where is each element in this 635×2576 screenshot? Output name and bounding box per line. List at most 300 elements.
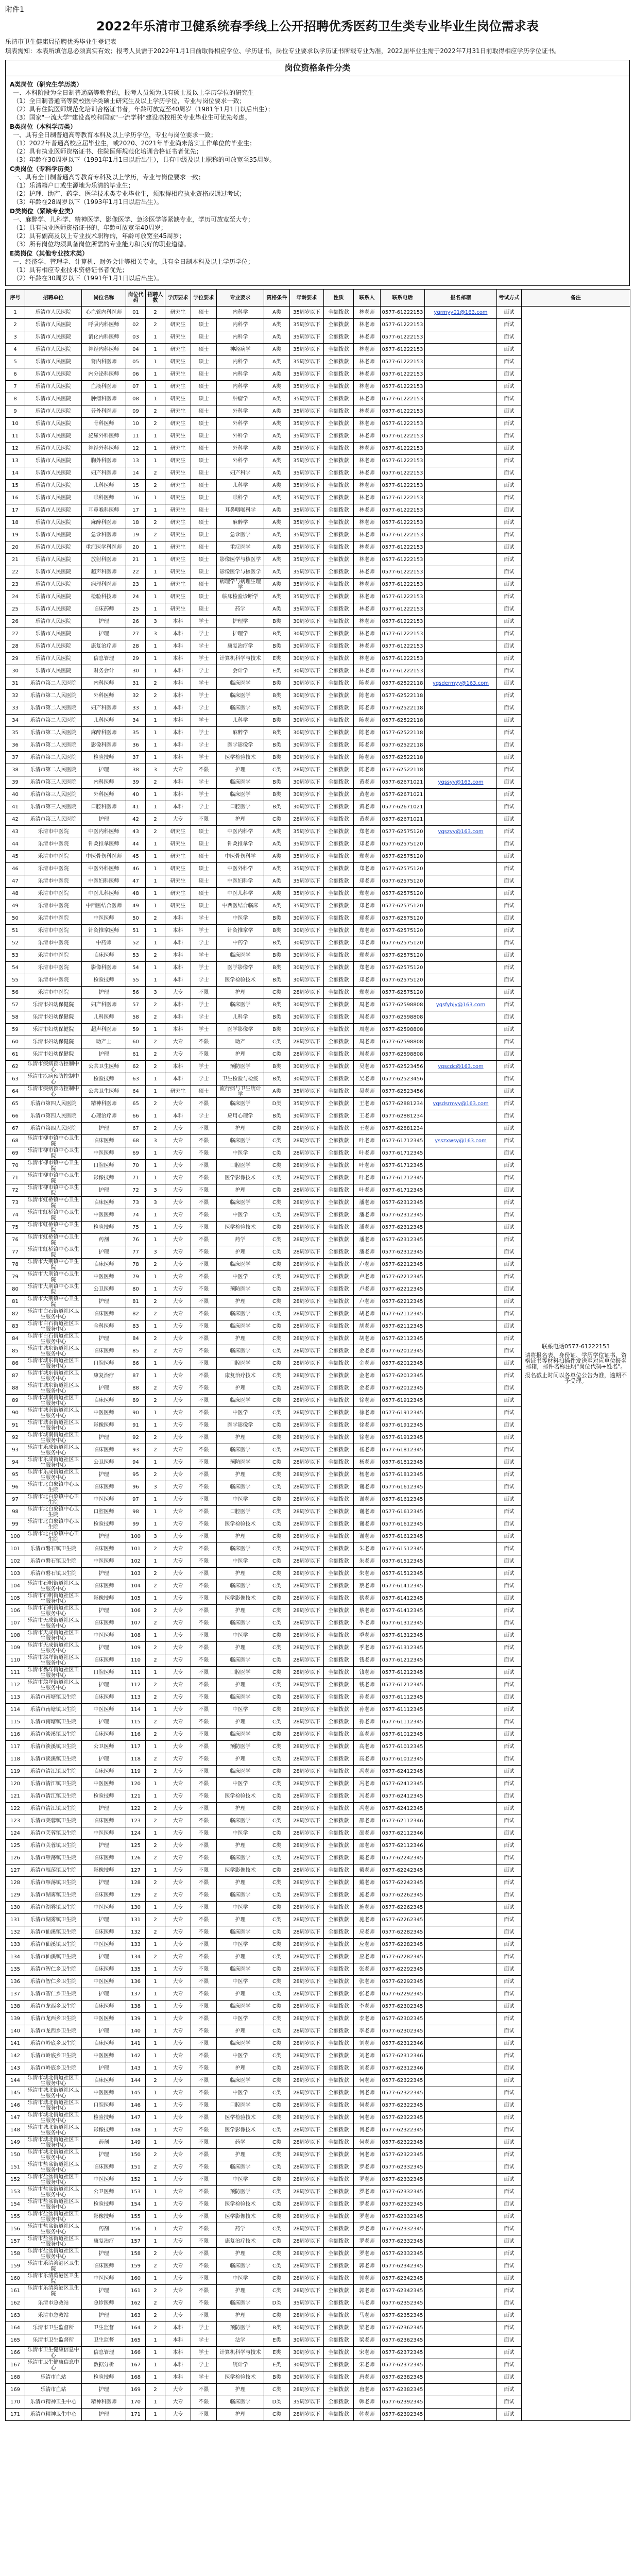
table-cell: 28周岁以下 xyxy=(290,1036,324,1048)
table-cell: 1 xyxy=(146,2223,165,2235)
table-cell: 0577-62362345 xyxy=(381,2334,425,2347)
table-cell: 乐清市人民医院 xyxy=(25,554,82,566)
table-cell: 35周岁以下 xyxy=(290,566,324,579)
table-cell: 全额拨款 xyxy=(324,1679,354,1691)
table-cell: 面试 xyxy=(497,2347,522,2359)
table-cell: 0577-61612345 xyxy=(381,1494,425,1506)
table-cell: 张老师 xyxy=(354,1963,381,1976)
table-cell xyxy=(425,1951,497,1963)
table-cell: 全额拨款 xyxy=(324,752,354,764)
table-cell: 2 xyxy=(146,418,165,430)
category-condition: （2）具有执业医师资格证书、住院医师规范化培训合格证书者优先； xyxy=(13,148,202,155)
table-cell xyxy=(425,2025,497,2038)
table-cell: 学士 xyxy=(191,628,217,640)
table-cell: 9 xyxy=(6,405,25,418)
table-cell: 医学影像技术 xyxy=(217,2211,264,2223)
table-cell: 全额拨款 xyxy=(324,517,354,529)
table-cell: 不限 xyxy=(191,2223,217,2235)
table-cell: 计算机科学与技术 xyxy=(217,2347,264,2359)
table-cell: 检验科技师 xyxy=(82,591,126,603)
table-cell: 75 xyxy=(6,1222,25,1234)
table-cell: 面试 xyxy=(497,1815,522,1827)
table-cell: 112 xyxy=(126,1679,146,1691)
table-cell: 徐老师 xyxy=(354,1407,381,1419)
table-cell: 0577-61222153 xyxy=(381,455,425,467)
table-cell xyxy=(425,393,497,405)
table-cell: 0577-62282345 xyxy=(381,1939,425,1951)
table-cell xyxy=(425,789,497,801)
table-cell: 28周岁以下 xyxy=(290,1753,324,1766)
table-cell: 临床医师 xyxy=(82,1444,126,1456)
table-cell: 邵老师 xyxy=(354,1815,381,1827)
table-cell: 0577-62598808 xyxy=(381,1048,425,1061)
table-cell: 陈老师 xyxy=(354,715,381,727)
table-cell: 中医学 xyxy=(217,1976,264,1988)
table-cell: 0577-62392345 xyxy=(381,2409,425,2421)
email-link[interactable]: yqssyy@163.com xyxy=(425,776,497,789)
table-cell: 0577-61222153 xyxy=(381,480,425,492)
table-cell: 0577-62598808 xyxy=(381,1011,425,1024)
table-cell: 全额拨款 xyxy=(324,307,354,319)
table-cell: 本科 xyxy=(165,2347,191,2359)
table-cell: B类 xyxy=(264,752,290,764)
table-cell: 04 xyxy=(126,344,146,356)
table-cell: 全额拨款 xyxy=(324,381,354,393)
table-cell: 乐清市淡溪镇卫生院 xyxy=(25,1753,82,1766)
table-cell: 不限 xyxy=(191,2001,217,2013)
table-cell: 乐清市天成街道社区卫生服务中心 xyxy=(25,1642,82,1654)
table-cell: 大专 xyxy=(165,1246,191,1259)
table-cell: 1 xyxy=(146,1160,165,1172)
table-cell: 临床医师 xyxy=(82,1580,126,1592)
table-cell: 本科 xyxy=(165,974,191,987)
table-cell: 不限 xyxy=(191,2038,217,2050)
table-cell: 外科医师 xyxy=(82,690,126,702)
table-cell: 面试 xyxy=(497,591,522,603)
table-cell: 109 xyxy=(6,1642,25,1654)
table-cell xyxy=(425,1209,497,1222)
table-cell: 研究生 xyxy=(165,430,191,443)
table-cell: A类 xyxy=(264,875,290,888)
table-cell: 全额拨款 xyxy=(324,838,354,851)
table-cell: 不限 xyxy=(191,1135,217,1147)
table-cell: 郑老师 xyxy=(354,875,381,888)
table-cell: 165 xyxy=(6,2334,25,2347)
table-cell: 1 xyxy=(146,1370,165,1382)
table-cell: B类 xyxy=(264,1073,290,1086)
table-cell: 何老师 xyxy=(354,2112,381,2124)
table-cell: 中医学 xyxy=(217,1209,264,1222)
table-cell: 137 xyxy=(6,1988,25,2001)
table-cell: 大专 xyxy=(165,2174,191,2186)
table-cell: 0577-61212345 xyxy=(381,1679,425,1691)
table-cell: E类 xyxy=(264,2334,290,2347)
table-cell: 1 xyxy=(146,838,165,851)
table-cell: 大专 xyxy=(165,1395,191,1407)
table-cell: 14 xyxy=(126,467,146,480)
table-cell: 0577-62522118 xyxy=(381,727,425,739)
table-cell xyxy=(425,1518,497,1531)
table-cell: 康复治疗技术 xyxy=(217,1370,264,1382)
table-cell xyxy=(425,591,497,603)
table-cell: 面试 xyxy=(497,1827,522,1840)
table-cell: B类 xyxy=(264,715,290,727)
table-cell: 114 xyxy=(6,1704,25,1716)
table-cell: 不限 xyxy=(191,1271,217,1283)
table-cell: 面试 xyxy=(497,1951,522,1963)
table-cell: A类 xyxy=(264,541,290,554)
table-cell: 0577-62575120 xyxy=(381,925,425,937)
table-cell: 影像技师 xyxy=(82,2211,126,2223)
table-cell: 全额拨款 xyxy=(324,1790,354,1803)
table-cell: 乐清市盐盆街道社区卫生服务中心 xyxy=(25,2198,82,2211)
table-cell: 朱老师 xyxy=(354,1555,381,1568)
table-cell: 乐清市第二人民医院 xyxy=(25,752,82,764)
table-cell: 全额拨款 xyxy=(324,2359,354,2371)
table-cell: C类 xyxy=(264,2149,290,2161)
table-cell: 面试 xyxy=(497,764,522,776)
table-cell: 面试 xyxy=(497,467,522,480)
table-cell xyxy=(425,2371,497,2384)
table-cell: 2 xyxy=(146,814,165,826)
table-cell: 1 xyxy=(146,1407,165,1419)
table-cell: 28 xyxy=(6,640,25,653)
table-cell xyxy=(425,1827,497,1840)
table-cell: 大专 xyxy=(165,1407,191,1419)
table-cell: 研究生 xyxy=(165,554,191,566)
table-cell: 乐清市急救站 xyxy=(25,2310,82,2322)
table-cell: 28周岁以下 xyxy=(290,1741,324,1753)
table-cell: 大专 xyxy=(165,1432,191,1444)
table-cell: 面试 xyxy=(497,2235,522,2248)
table-cell: 乐清市人民医院 xyxy=(25,591,82,603)
table-cell: 乐清市中医院 xyxy=(25,900,82,912)
table-cell: 面试 xyxy=(497,1741,522,1753)
table-cell: 90 xyxy=(126,1407,146,1419)
table-cell: 本科 xyxy=(165,739,191,752)
table-cell: 乐清市淡溪镇卫生院 xyxy=(25,1741,82,1753)
table-cell: 不限 xyxy=(191,1543,217,1555)
table-cell: C类 xyxy=(264,1048,290,1061)
table-cell: C类 xyxy=(264,1469,290,1481)
table-cell: 1 xyxy=(146,603,165,616)
table-cell: 1 xyxy=(146,2025,165,2038)
table-cell: 全额拨款 xyxy=(324,1370,354,1382)
table-cell: 1 xyxy=(146,393,165,405)
table-cell: 32 xyxy=(126,690,146,702)
table-cell: 临床医师 xyxy=(82,1197,126,1209)
table-cell: 乐清市天成街道社区卫生服务中心 xyxy=(25,1630,82,1642)
table-cell: 临床医学 xyxy=(217,1395,264,1407)
table-cell: 陈老师 xyxy=(354,739,381,752)
table-cell: 乐清市北白象镇中心卫生院 xyxy=(25,1531,82,1543)
table-cell: 硕士 xyxy=(191,381,217,393)
table-cell: 2 xyxy=(146,1543,165,1555)
table-cell: 全额拨款 xyxy=(324,1036,354,1048)
table-cell: 131 xyxy=(6,1914,25,1926)
table-cell: 不限 xyxy=(191,1222,217,1234)
table-cell: 110 xyxy=(6,1654,25,1667)
table-cell: 护理 xyxy=(82,1296,126,1308)
table-cell: B类 xyxy=(264,925,290,937)
table-cell: 面试 xyxy=(497,1728,522,1741)
table-cell: 谢老师 xyxy=(354,1506,381,1518)
table-cell: 不限 xyxy=(191,2099,217,2112)
table-cell xyxy=(425,541,497,554)
table-cell: 全额拨款 xyxy=(324,851,354,863)
table-cell: 全额拨款 xyxy=(324,715,354,727)
table-cell: 28周岁以下 xyxy=(290,1308,324,1320)
table-cell: 148 xyxy=(126,2124,146,2137)
table-cell: A类 xyxy=(264,307,290,319)
table-cell: 0577-61312345 xyxy=(381,1617,425,1630)
table-cell: 1 xyxy=(146,579,165,591)
table-cell: C类 xyxy=(264,1444,290,1456)
table-cell: 47 xyxy=(6,875,25,888)
table-cell: 1 xyxy=(146,1456,165,1469)
table-cell: 郑老师 xyxy=(354,962,381,974)
table-cell: 35周岁以下 xyxy=(290,319,324,331)
table-cell xyxy=(425,1234,497,1246)
table-cell: 不限 xyxy=(191,1741,217,1753)
table-cell: 31 xyxy=(126,677,146,690)
table-cell: 不限 xyxy=(191,1617,217,1630)
table-cell: 2 xyxy=(146,1766,165,1778)
table-cell: 49 xyxy=(6,900,25,912)
table-cell: 研究生 xyxy=(165,517,191,529)
table-cell: 30周岁以下 xyxy=(290,937,324,950)
table-cell: 28周岁以下 xyxy=(290,1865,324,1877)
table-cell: 临床医学 xyxy=(217,950,264,962)
email-link[interactable]: yqsdsrmyy@163.com xyxy=(425,1098,497,1110)
table-cell xyxy=(425,480,497,492)
table-cell: 临床医学 xyxy=(217,1580,264,1592)
table-cell: 本科 xyxy=(165,727,191,739)
table-cell: 高老师 xyxy=(354,1741,381,1753)
table-cell: 乐清市人民医院 xyxy=(25,653,82,665)
category-condition: （3）国家"一流大学"建设高校和国家"一流学科"建设高校相关专业毕业生可优先考虑。 xyxy=(13,114,251,121)
table-cell: 85 xyxy=(6,1345,25,1358)
table-cell xyxy=(425,2038,497,2050)
table-cell: 34 xyxy=(126,715,146,727)
table-cell: 施老师 xyxy=(354,1914,381,1926)
table-cell: 128 xyxy=(6,1877,25,1889)
table-cell: 不限 xyxy=(191,1358,217,1370)
table-cell: 0577-62332345 xyxy=(381,2211,425,2223)
table-cell: C类 xyxy=(264,2174,290,2186)
table-cell: 面试 xyxy=(497,1419,522,1432)
table-cell: 乐清市清江镇卫生院 xyxy=(25,1790,82,1803)
table-cell: 黄老师 xyxy=(354,814,381,826)
application-note: 联系电话0577-61222153 xyxy=(542,1343,610,1350)
table-cell: 面试 xyxy=(497,999,522,1011)
table-cell: 3 xyxy=(146,987,165,999)
application-note: 报名截止时间以各单位公告为准，逾期不予受理。 xyxy=(525,1371,627,1384)
table-cell: 研究生 xyxy=(165,492,191,504)
table-cell: 28周岁以下 xyxy=(290,2062,324,2075)
table-cell: 学士 xyxy=(191,1061,217,1073)
table-cell: 刘老师 xyxy=(354,2062,381,2075)
table-cell: C类 xyxy=(264,1630,290,1642)
table-cell: 28周岁以下 xyxy=(290,2223,324,2235)
table-cell: 林老师 xyxy=(354,368,381,381)
table-cell: 全额拨款 xyxy=(324,1160,354,1172)
email-link[interactable]: yqscdc@163.com xyxy=(425,1061,497,1073)
table-cell: 康复治疗学 xyxy=(217,640,264,653)
table-cell: 大专 xyxy=(165,1036,191,1048)
table-cell: 面试 xyxy=(497,1259,522,1271)
table-cell: C类 xyxy=(264,2285,290,2297)
table-cell: 全额拨款 xyxy=(324,1283,354,1296)
table-cell: C类 xyxy=(264,2062,290,2075)
email-link[interactable]: yqsfybjy@163.com xyxy=(425,999,497,1011)
table-cell: C类 xyxy=(264,2409,290,2421)
table-cell: 133 xyxy=(126,1939,146,1951)
table-cell xyxy=(425,554,497,566)
table-cell: 面试 xyxy=(497,900,522,912)
table-cell: 全额拨款 xyxy=(324,356,354,368)
table-cell: 中医医师 xyxy=(82,1407,126,1419)
table-cell: 医学检验技术 xyxy=(217,752,264,764)
table-cell: 面试 xyxy=(497,1704,522,1716)
table-cell: 全额拨款 xyxy=(324,541,354,554)
table-cell: 会计学 xyxy=(217,665,264,677)
table-cell: 2 xyxy=(146,1691,165,1704)
table-cell: C类 xyxy=(264,1865,290,1877)
table-cell: 乐清市第四人民医院 xyxy=(25,1123,82,1135)
table-cell: 153 xyxy=(126,2186,146,2198)
table-cell: 乐清市乐清湾港区卫生院 xyxy=(25,2285,82,2297)
table-cell: 大专 xyxy=(165,2112,191,2124)
table-cell: 1 xyxy=(146,925,165,937)
table-cell: 37 xyxy=(6,752,25,764)
table-cell: 乐清市疾病预防控制中心 xyxy=(25,1061,82,1073)
table-cell: 2 xyxy=(146,1753,165,1766)
table-cell: 重症医学科医师 xyxy=(82,541,126,554)
email-link[interactable]: yqrmyy01@163.com xyxy=(425,307,497,319)
table-cell: 不限 xyxy=(191,2273,217,2285)
table-cell: 硕士 xyxy=(191,331,217,344)
table-cell: 大专 xyxy=(165,2310,191,2322)
table-cell: 学士 xyxy=(191,962,217,974)
table-cell: 乐清市磐石镇卫生院 xyxy=(25,1555,82,1568)
table-cell: 面试 xyxy=(497,1024,522,1036)
table-cell: 不限 xyxy=(191,1395,217,1407)
table-cell: 临床医师 xyxy=(82,1815,126,1827)
table-cell: A类 xyxy=(264,319,290,331)
table-cell: 心血管内科医师 xyxy=(82,307,126,319)
table-cell: C类 xyxy=(264,1456,290,1469)
table-cell: 1 xyxy=(146,2211,165,2223)
table-cell: 54 xyxy=(6,962,25,974)
table-cell: 面试 xyxy=(497,443,522,455)
table-cell: 0577-61222153 xyxy=(381,504,425,517)
table-cell: 28周岁以下 xyxy=(290,2149,324,2161)
table-cell xyxy=(425,2235,497,2248)
table-cell: 乐清市中医院 xyxy=(25,950,82,962)
table-cell: 宋老师 xyxy=(354,2347,381,2359)
table-cell: 89 xyxy=(6,1395,25,1407)
table-cell: 肾内科医师 xyxy=(82,356,126,368)
table-cell: 冯老师 xyxy=(354,1766,381,1778)
table-cell: 乐清市人民医院 xyxy=(25,381,82,393)
table-cell xyxy=(425,1926,497,1939)
table-cell: 1 xyxy=(146,789,165,801)
table-cell: 113 xyxy=(6,1691,25,1704)
table-cell: 87 xyxy=(126,1370,146,1382)
table-cell: 全额拨款 xyxy=(324,1481,354,1494)
table-cell: 内科学 xyxy=(217,368,264,381)
email-link[interactable]: yqszyy@163.com xyxy=(425,826,497,838)
table-cell: 陈老师 xyxy=(354,702,381,715)
table-cell: 1 xyxy=(146,900,165,912)
table-cell: 冯老师 xyxy=(354,1778,381,1790)
table-cell: 35周岁以下 xyxy=(290,368,324,381)
table-cell: 41 xyxy=(126,801,146,814)
email-link[interactable]: ysszxwsy@163.com xyxy=(425,1135,497,1147)
table-cell: 1 xyxy=(146,653,165,665)
table-cell: 56 xyxy=(126,987,146,999)
table-cell: 面试 xyxy=(497,727,522,739)
table-cell: 11 xyxy=(6,430,25,443)
table-cell: 0577-61222153 xyxy=(381,591,425,603)
table-cell: 大专 xyxy=(165,1382,191,1395)
table-cell: 28 xyxy=(126,640,146,653)
table-cell: 检验技师 xyxy=(82,1790,126,1803)
table-cell: 面试 xyxy=(497,2260,522,2273)
table-cell: C类 xyxy=(264,1518,290,1531)
table-cell: 16 xyxy=(6,492,25,504)
table-cell: 106 xyxy=(6,1605,25,1617)
job-table xyxy=(5,289,630,2421)
table-cell: 口腔医师 xyxy=(82,1358,126,1370)
table-cell: C类 xyxy=(264,1704,290,1716)
table-cell: 0577-61912345 xyxy=(381,1419,425,1432)
table-cell: 28周岁以下 xyxy=(290,1630,324,1642)
table-cell: 108 xyxy=(6,1630,25,1642)
table-cell: 本科 xyxy=(165,702,191,715)
table-cell: 护理 xyxy=(82,1716,126,1728)
email-link[interactable]: yqsdermyy@163.com xyxy=(425,677,497,690)
category-condition: （3）年龄在30周岁以下（1991年1月1日以后出生），具有中级及以上职称的可放宽至35周岁。 xyxy=(13,156,276,163)
table-cell: 面试 xyxy=(497,2297,522,2310)
table-cell: 不限 xyxy=(191,1234,217,1246)
table-cell: 学士 xyxy=(191,739,217,752)
table-cell: 肿瘤科医师 xyxy=(82,393,126,405)
table-cell: 30周岁以下 xyxy=(290,739,324,752)
table-cell: 面试 xyxy=(497,1642,522,1654)
table-cell: 中医医师 xyxy=(82,912,126,925)
table-cell: 硕士 xyxy=(191,517,217,529)
table-cell: 30周岁以下 xyxy=(290,2334,324,2347)
table-cell: 朱老师 xyxy=(354,1543,381,1555)
table-cell: 临床医学 xyxy=(217,1691,264,1704)
table-cell: C类 xyxy=(264,1147,290,1160)
table-cell: 28周岁以下 xyxy=(290,2186,324,2198)
table-cell: 全额拨款 xyxy=(324,1988,354,2001)
table-cell: C类 xyxy=(264,1296,290,1308)
table-cell: 周老师 xyxy=(354,1048,381,1061)
table-cell: 12 xyxy=(6,443,25,455)
table-cell: 164 xyxy=(126,2322,146,2334)
table-cell: 不限 xyxy=(191,1778,217,1790)
table-cell: 40 xyxy=(6,789,25,801)
table-cell: 针灸推拿医师 xyxy=(82,838,126,851)
table-cell: B类 xyxy=(264,702,290,715)
table-cell: 临床医师 xyxy=(82,1481,126,1494)
table-cell: 0577-61222153 xyxy=(381,307,425,319)
table-cell: 全额拨款 xyxy=(324,2334,354,2347)
